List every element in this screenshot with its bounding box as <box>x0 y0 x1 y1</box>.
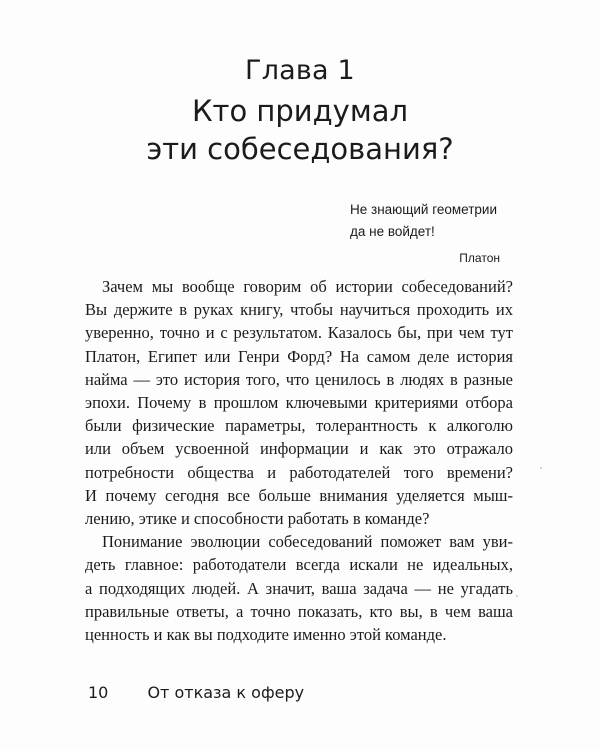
text-line: были физические параметры, толерантность к алкоголю <box>85 416 513 436</box>
text-line: а подходящих людей. А значит, ваша задача — не угадать <box>85 578 513 598</box>
body-text <box>85 275 513 646</box>
text-line: ценность и как вы подходите именно этой команде. <box>85 625 447 645</box>
text-line: Понимание эволюции собеседований поможет вам уви- <box>102 532 513 552</box>
epigraph-line: Не знающий геометрии <box>350 202 497 217</box>
paper-speck <box>540 467 542 469</box>
page-number: 10 <box>88 683 109 702</box>
text-line: правильные ответы, а точно показать, кто вы, в чем ваша <box>85 601 513 621</box>
epigraph-line: да не войдет! <box>350 224 435 239</box>
text-line: эпохи. Почему в прошлом ключевыми критериями отбора <box>85 393 513 413</box>
text-line: лению, этике и способности работать в команде? <box>85 509 430 529</box>
text-line: Вы держите в руках книгу, чтобы научиться проходить их <box>85 300 513 320</box>
paragraph <box>85 275 513 530</box>
text-line: Зачем мы вообще говорим об истории собеседований? <box>102 277 513 296</box>
page-footer <box>88 683 304 702</box>
chapter-title-line: эти собеседования? <box>146 132 454 166</box>
chapter-title-line: Кто придумал <box>191 94 409 128</box>
text-line: найма — это история того, что ценилось в людях в разные <box>85 369 513 389</box>
text-line: деть главное: работодатели всегда искали не идеальных, <box>85 555 513 575</box>
text-line: или объем усвоенной информации и как это отражало <box>85 439 513 459</box>
paper-speck <box>516 595 518 597</box>
text-line: уверенно, точно и с результатом. Казалось бы, при чем тут <box>85 323 513 343</box>
epigraph <box>350 199 500 269</box>
chapter-title <box>0 92 600 168</box>
epigraph-author: Платон <box>459 251 500 265</box>
paragraph <box>85 530 513 646</box>
text-line: И почему сегодня все больше внимания уделяется мыш- <box>85 485 513 505</box>
text-line: Платон, Египет или Генри Форд? На самом деле история <box>85 346 513 366</box>
chapter-label: Глава 1 <box>245 55 355 86</box>
running-title: От отказа к оферу <box>147 683 305 702</box>
text-line: потребности общества и работодателей того времени? <box>85 462 513 482</box>
